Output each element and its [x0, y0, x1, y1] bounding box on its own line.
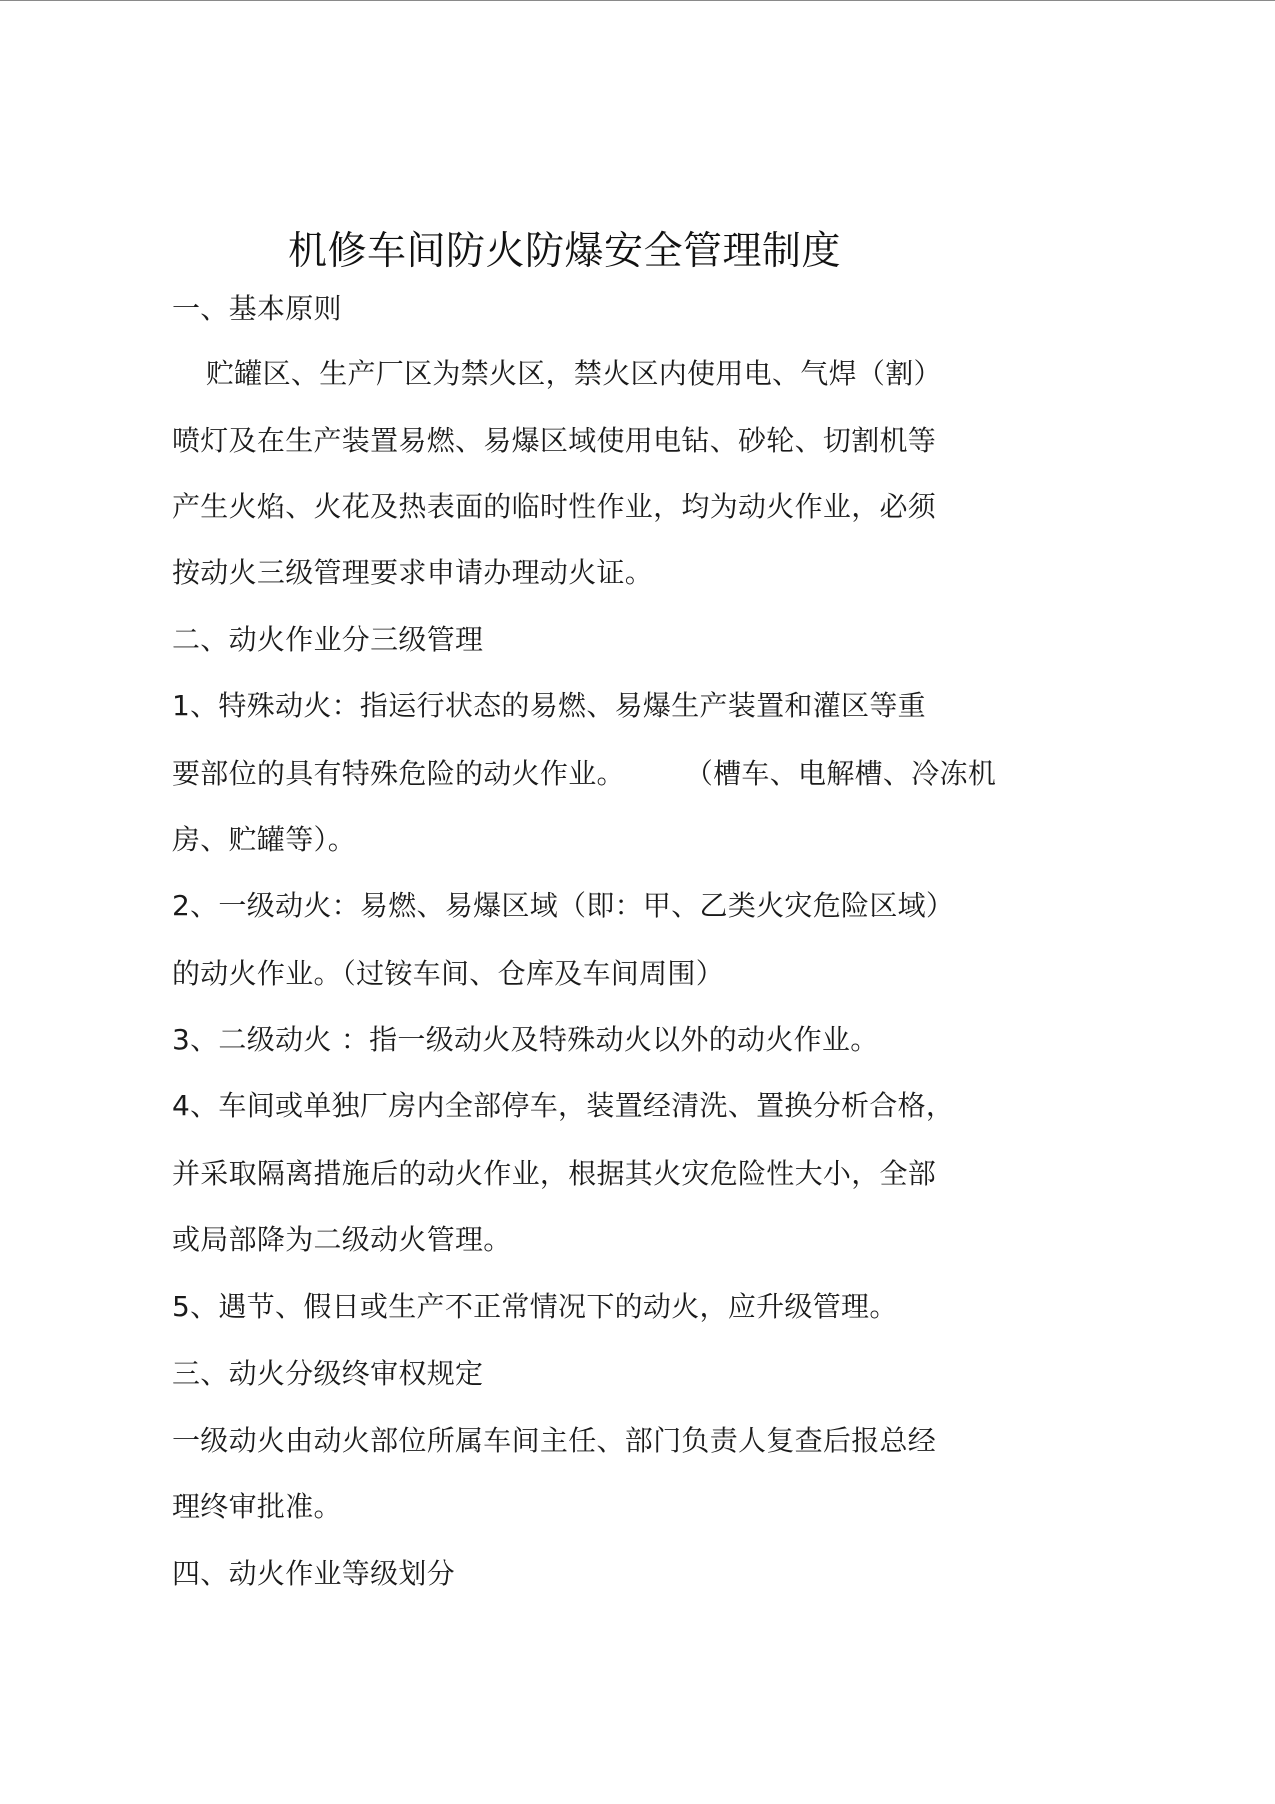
paragraph-line: 按动火三级管理要求申请办理动火证。 — [172, 556, 654, 589]
document-title: 机修车间防火防爆安全管理制度 — [288, 229, 842, 274]
paragraph-line: 喷灯及在生产装置易燃、易爆区域使用电钻、砂轮、切割机等 — [172, 424, 937, 457]
paragraph-line: 房、贮罐等）。 — [172, 823, 357, 856]
paragraph-line: 并采取隔离措施后的动火作业，根据其火灾危险性大小，全部 — [172, 1157, 937, 1190]
paragraph-line — [172, 752, 996, 792]
paragraph-text: （槽车、电解槽、冷冻机 — [684, 757, 997, 790]
paragraph-line: 贮罐区、生产厂区为禁火区，禁火区内使用电、气焊（割） — [206, 357, 942, 390]
paragraph-line: 产生火焰、火花及热表面的临时性作业，均为动火作业，必须 — [172, 490, 937, 523]
list-item-level-two-fire: 3、二级动火 ：指一级动火及特殊动火以外的动火作业。 — [172, 1023, 879, 1056]
list-item-level-one-fire: 2、一级动火：易燃、易爆区域（即：甲、乙类火灾危险区域） — [172, 889, 955, 922]
section-heading-three-levels: 二、动火作业分三级管理 — [172, 623, 484, 656]
list-item-holiday-upgrade: 5、遇节、假日或生产不正常情况下的动火，应升级管理。 — [172, 1290, 898, 1323]
section-heading-basic-principles: 一、基本原则 — [172, 292, 342, 325]
paragraph-line: 理终审批准。 — [172, 1490, 342, 1523]
section-heading-level-classification: 四、动火作业等级划分 — [172, 1557, 456, 1590]
paragraph-text: 要部位的具有特殊危险的动火作业。 — [172, 757, 625, 790]
list-item-shutdown-downgrade: 4、车间或单独厂房内全部停车，装置经清洗、置换分析合格， — [172, 1089, 955, 1122]
paragraph-line: 或局部降为二级动火管理。 — [172, 1223, 512, 1256]
paragraph-line: 的动火作业。（过铵车间、仓库及车间周围） — [172, 957, 725, 990]
list-item-special-fire: 1、特殊动火：指运行状态的易燃、易爆生产装置和灌区等重 — [172, 689, 926, 722]
section-heading-approval-authority: 三、动火分级终审权规定 — [172, 1357, 484, 1390]
paragraph-line: 一级动火由动火部位所属车间主任、部门负责人复查后报总经 — [172, 1424, 937, 1457]
